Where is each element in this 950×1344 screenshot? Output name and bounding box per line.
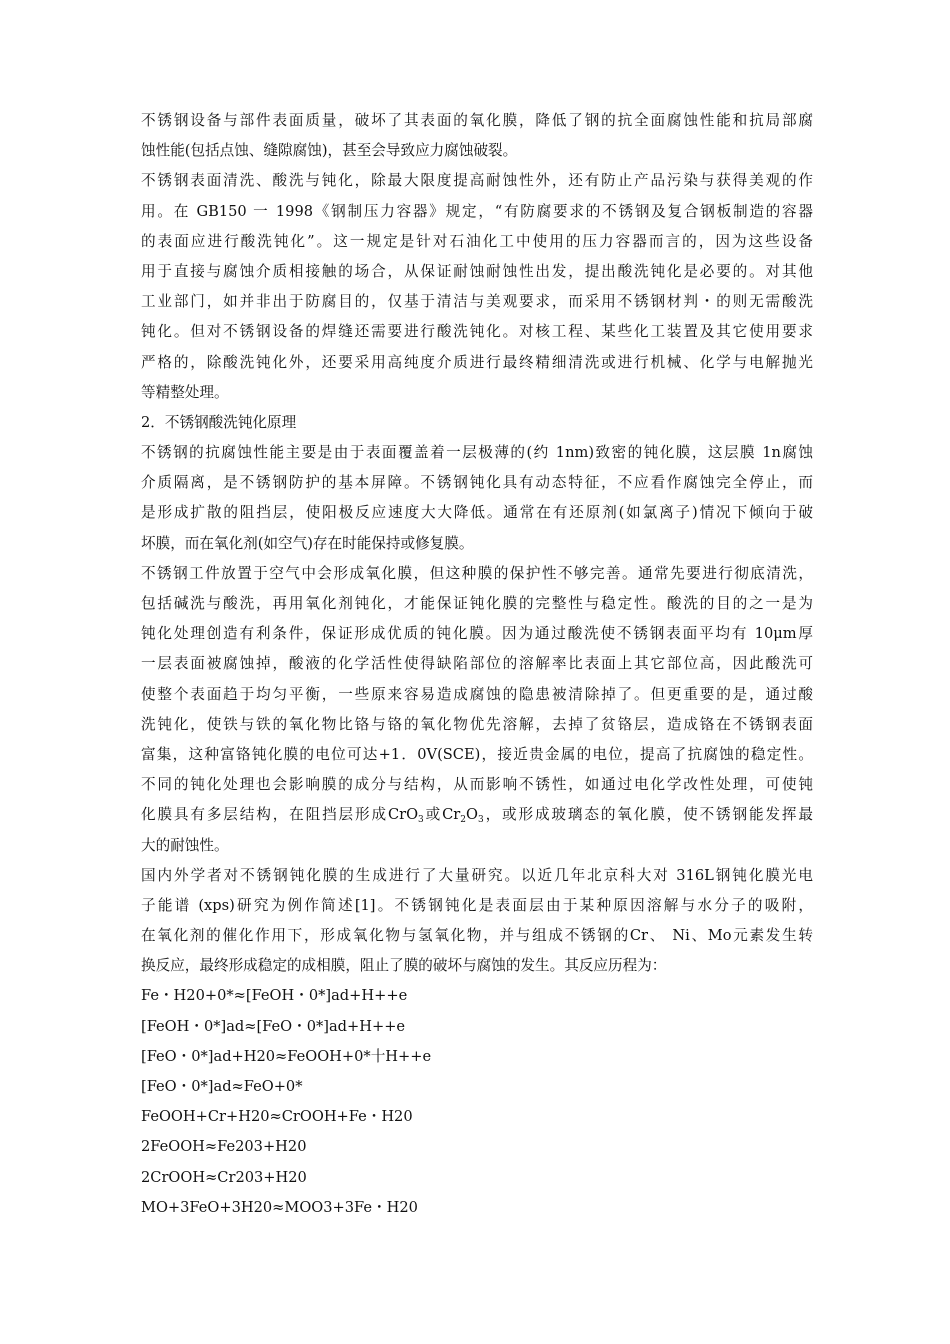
text-line: 用。在 GB150 一 1998《钢制压力容器》规定，“有防腐要求的不锈钢及复合钢板制造的容器 [141,202,813,220]
text-line: 换反应，最终形成稳定的成相膜，阻止了膜的破坏与腐蚀的发生。其反应历程为： [141,957,667,975]
text-segment: 或 [423,806,443,824]
text-segment: 化膜具有多层结构，在阻挡层形成 [141,806,388,824]
text-line: 钝化。但对不锈钢设备的焊缝还需要进行酸洗钝化。对核工程、某些化工装置及其它使用要求 [141,323,813,341]
text-line: 坏膜，而在氧化剂(如空气)存在时能保持或修复膜。 [141,534,474,552]
text-line: 国内外学者对不锈钢钝化膜的生成进行了大量研究。以近几年北京科大对 316L钢钝化膜光电 [141,866,813,884]
reaction-equation: FeOOH+Cr+H20≈CrOOH+Fe・H20 [141,1108,413,1126]
reaction-list [141,981,813,1223]
paragraph [141,800,813,860]
paragraph [141,861,813,982]
reaction-equation: [FeO・0*]ad≈FeO+0* [141,1078,303,1095]
paragraph [141,559,813,801]
text-line: 洗钝化，使铁与铁的氧化物比铬与铬的氧化物优先溶解，去掉了贫铬层，造成铬在不锈钢表面 [141,715,813,733]
reaction-equation: [FeOH・0*]ad≈[FeO・0*]ad+H++e [141,1017,406,1035]
reaction-equation: Fe・H20+0*≈[FeOH・0*]ad+H++e [141,987,408,1005]
text-line: 的表面应进行酸洗钝化”。这一规定是针对石油化工中使用的压力容器而言的，因为这些设备 [141,232,813,250]
text-line: 不同的钝化处理也会影响膜的成分与结构，从而影响不锈性，如通过电化学改性处理，可使钝 [141,776,813,794]
text-line: 介质隔离，是不锈钢防护的基本屏障。不锈钢钝化具有动态特征，不应看作腐蚀完全停止，而 [141,474,813,492]
text-line: 等精整处理。 [141,383,229,401]
text-line: 大的耐蚀性。 [141,836,229,854]
reaction-equation: [FeO・0*]ad+H20≈FeOOH+0*十H++e [141,1047,432,1065]
text-line: 子能谱 (xps)研究为例作简述[1]。不锈钢钝化是表面层由于某种原因溶解与水分子的吸附， [141,896,813,914]
section-heading [141,408,813,438]
text-line: 工业部门，如并非出于防腐目的，仅基于清洁与美观要求，而采用不锈钢材判・的则无需酸洗 [141,293,813,311]
heading-text: 2．不锈钢酸洗钝化原理 [141,413,297,431]
text-line: 在氧化剂的催化作用下，形成氧化物与氢氧化物，并与组成不锈钢的Cr、 Ni、Mo元素发生转 [141,927,813,945]
text-line: 使整个表面趋于均匀平衡，一些原来容易造成腐蚀的隐患被清除掉了。但更重要的是，通过酸 [141,685,813,703]
text-line: 不锈钢工件放置于空气中会形成氧化膜，但这种膜的保护性不够完善。通常先要进行彻底清洗， [141,564,813,582]
text-line: 一层表面被腐蚀掉，酸液的化学活性使得缺陷部位的溶解率比表面上其它部位高，因此酸洗可 [141,655,813,673]
text-line: 不锈钢设备与部件表面质量，破坏了其表面的氧化膜，降低了钢的抗全面腐蚀性能和抗局部腐 [141,112,813,129]
reaction-equation: 2CrOOH≈Cr203+H20 [141,1168,307,1186]
chem-formula: CrO$_3$ [387,806,424,826]
text-line: 钝化处理创造有利条件，保证形成优质的钝化膜。因为通过酸洗使不锈钢表面平均有 10μm厚 [141,625,813,643]
chem-formula: $Cr_2O_3$ [442,806,484,826]
text-line: 不锈钢的抗腐蚀性能主要是由于表面覆盖着一层极薄的(约 1nm)致密的钝化膜，这层膜 1n腐蚀 [141,444,813,462]
text-line: 包括碱洗与酸洗，再用氧化剂钝化，才能保证钝化膜的完整性与稳定性。酸洗的目的之一是为 [141,595,813,612]
text-line: 严格的，除酸洗钝化外，还要采用高纯度介质进行最终精细清洗或进行机械、化学与电解抛光 [141,353,813,371]
reaction-equation: 2FeOOH≈Fe203+H20 [141,1138,307,1156]
reaction-equation: MO+3FeO+3H20≈MOO3+3Fe・H20 [141,1198,418,1216]
text-line: 富集，这种富铬钝化膜的电位可达+1．0V(SCE)，接近贵金属的电位，提高了抗腐蚀的稳定性。 [141,745,813,763]
paragraph [141,438,813,559]
document-body [141,106,813,1223]
text-line: 不锈钢表面清洗、酸洗与钝化，除最大限度提高耐蚀性外，还有防止产品污染与获得美观的作 [141,172,813,190]
text-line-chemical [141,800,813,830]
text-line: 用于直接与腐蚀介质相接触的场合，从保证耐蚀耐蚀性出发，提出酸洗钝化是必要的。对其他 [141,262,813,280]
paragraph [141,106,813,166]
text-segment: ，或形成玻璃态的氧化膜，使不锈钢能发挥最 [483,806,813,824]
paragraph [141,166,813,408]
text-line: 蚀性能(包括点蚀、缝隙腐蚀)，甚至会导致应力腐蚀破裂。 [141,142,518,160]
text-line: 是形成扩散的阻挡层，使阳极反应速度大大降低。通常在有还原剂(如氯离子)情况下倾向于破 [141,504,813,522]
